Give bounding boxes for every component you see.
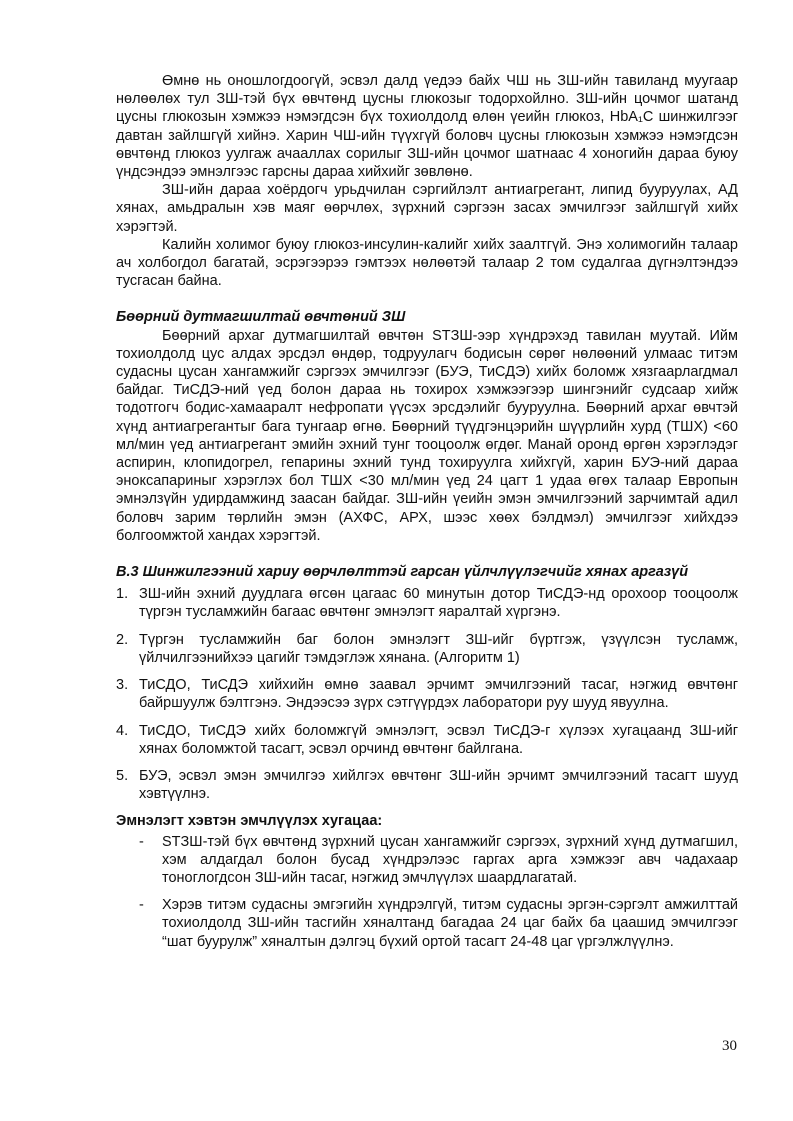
hospital-stay-list (116, 833, 738, 951)
list-item-text: БУЭ, эсвэл эмэн эмчилгээ хийлгэх өвчтөнг ЗШ-ийн эрчимт эмчилгээний тасагт шууд хэвтүүлнэ. (139, 767, 738, 803)
intro-paragraph-3: Калийн холимог буюу глюкоз-инсулин-калийг хийх заалтгүй. Энэ холимогийн талаар ач холбогдол багатай, эсрэгээрээ гэмтээх нөлөөтэй талаар 2 том судалгаа дүгнэлтэндээ тусгасан байна. (116, 236, 738, 290)
list-item-number: 4. (116, 722, 129, 739)
page-content (116, 72, 738, 960)
list-item (116, 767, 738, 803)
list-item (116, 631, 738, 667)
steps-list (116, 585, 738, 803)
list-item-number: 3. (116, 677, 129, 694)
renal-paragraph: Бөөрний архаг дутмагшилтай өвчтөн STЗШ-ээр хүндрэхэд тавилан муутай. Ийм тохиолдолд цус алдах эрсдэл өндөр, тодруулагч бодисын сөрөг нөлөөний улмаас титэм судасны цусан хангамжийг сэргээх эмчилгээг (БУЭ, ТиСДЭ) хийх боломж хязгаарлагдмал байдаг. ТиСДЭ-ний үед болон дараа нь тохирох хэмжээгээр шингэнийг судсаар хийж тодотгогч бодис-хамааралт нефропати үүсэх эрсдэлийг бууруулна. Бөөрний архаг өвчтэй хүнд антиагрегантыг бага тунгаар өгнө. Бөөрний түүдгэнцэрийн шүүрлийн хурд (ТШХ) <60 мл/мин үед антиагрегант эмийн эхний тунг тооцоолж өгдөг. Манай оронд өргөн хэрэглэдэг аспирин, клопидогрел, гепарины эхний тунд тохируулга хийхгүй, харин БУЭ-ний дараа эноксапариныг хэрэглэх бол ТШХ <30 мл/мин үед 24 цагт 1 удаа өгөх талаар Европын эмнэлзүйн удирдамжинд заасан байдаг. ЗШ-ийн үеийн эмэн эмчилгээний зарчимтай адил боловч зарим төрлийн эмэн (АХФС, АРХ, шээс хөөх бэлдмэл) эмчилгээг хийхдээ болгоомжтой хандах хэрэгтэй. (116, 327, 738, 544)
dash-marker: - (139, 833, 144, 850)
list-item (116, 896, 738, 951)
list-item-text: Хэрэв титэм судасны эмгэгийн хүндрэлгүй, титэм судасны эргэн-сэргэлт амжилттай тохиолдолд ЗШ-ийн тасгийн хяналтанд багадаа 24 цаг байх ба цаашид эмчилгээг “шат буурулж” хяналтын дэлгэц бүхий ортой тасагт 24-48 цаг үргэлжлүүлнэ. (162, 897, 738, 950)
list-item (116, 722, 738, 758)
list-item-number: 5. (116, 767, 129, 784)
list-item (116, 833, 738, 888)
list-item (116, 676, 738, 712)
list-item-text: ТиСДО, ТиСДЭ хийх боломжгүй эмнэлэгт, эсвэл ТиСДЭ-г хүлээх хугацаанд ЗШ-ийг хянах боломжтой тасагт, эсвэл орчинд өвчтөнг байлгана. (139, 722, 738, 757)
section-b3-heading: В.3 Шинжилгээний хариу өөрчлөлттэй гарсан үйлчлүүлэгчийг хянах аргазүй (116, 564, 689, 581)
list-item-number: 1. (116, 586, 129, 603)
list-item-number: 2. (116, 631, 129, 648)
list-item-text: ЗШ-ийн эхний дуудлага өгсөн цагаас 60 минутын дотор ТиСДЭ-нд орохоор тооцоолж түргэн тусламжийн багаас өвчтөнг эмнэлэгт яаралтай хүргэнэ. (139, 586, 738, 621)
renal-heading: Бөөрний дутмагшилтай өвчтөний ЗШ (116, 309, 406, 326)
page-number: 30 (722, 1038, 737, 1054)
intro-paragraph-2: ЗШ-ийн дараа хоёрдогч урьдчилан сэргийлэлт антиагрегант, липид бууруулах, АД хянах, амьдралын хэв маяг өөрчлөх, зүрхний сэргээн засах эмчилгээг зайлшгүй хийх хэрэгтэй. (116, 182, 738, 235)
intro-paragraph-1: Өмнө нь оношлогдоогүй, эсвэл далд үедээ байх ЧШ нь ЗШ-ийн тавиланд муугаар нөлөөлөх тул ЗШ-тэй бүх өвчтөнд цусны глюкозыг тодорхойлно. ЗШ-ийн цочмог шатанд цусны глюкозын хэмжээ нэмэгдсэн бүх тохиолдолд өлөн үеийн глюкоз, HbA₁C шинжилгээг давтан зайлшгүй хийнэ. Харин ЧШ-ийн түүхгүй боловч цусны глюкозын хэмжээ нэмэгдсэн өвчтөнд глюкоз уулгаж ачааллах сорилыг ЗШ-ийн цочмог шатнаас 4 хоногийн дараа буюу үндсэндээ эмнэлгээс гарсны дараа хийхийг зөвлөнө. (116, 73, 738, 181)
list-item-text: ТиСДО, ТиСДЭ хийхийн өмнө заавал эрчимт эмчилгээний тасаг, нэгжид өвчтөнг байршуулж бэлтгэнэ. Эндээсээ зүрх сэтгүүрдэх лаборатори руу шууд явуулна. (139, 677, 738, 712)
list-item-text: STЗШ-тэй бүх өвчтөнд зүрхний цусан хангамжийг сэргээх, зүрхний хүнд дутмагшил, хэм алдагдал болон бусад хүндрэлээс гаргах арга хэмжээг авч чадахаар тоноглогдсон ЗШ-ийн тасаг, нэгжид эмчлүүлэх шаардлагатай. (162, 833, 738, 886)
hospital-stay-heading: Эмнэлэгт хэвтэн эмчлүүлэх хугацаа: (116, 813, 383, 830)
dash-marker: - (139, 897, 144, 914)
list-item (116, 585, 738, 621)
list-item-text: Түргэн тусламжийн баг болон эмнэлэгт ЗШ-ийг бүртгэж, үзүүлсэн тусламж, үйлчилгээнийхээ цагийг тэмдэглэж хянана. (Алгоритм 1) (139, 631, 738, 666)
